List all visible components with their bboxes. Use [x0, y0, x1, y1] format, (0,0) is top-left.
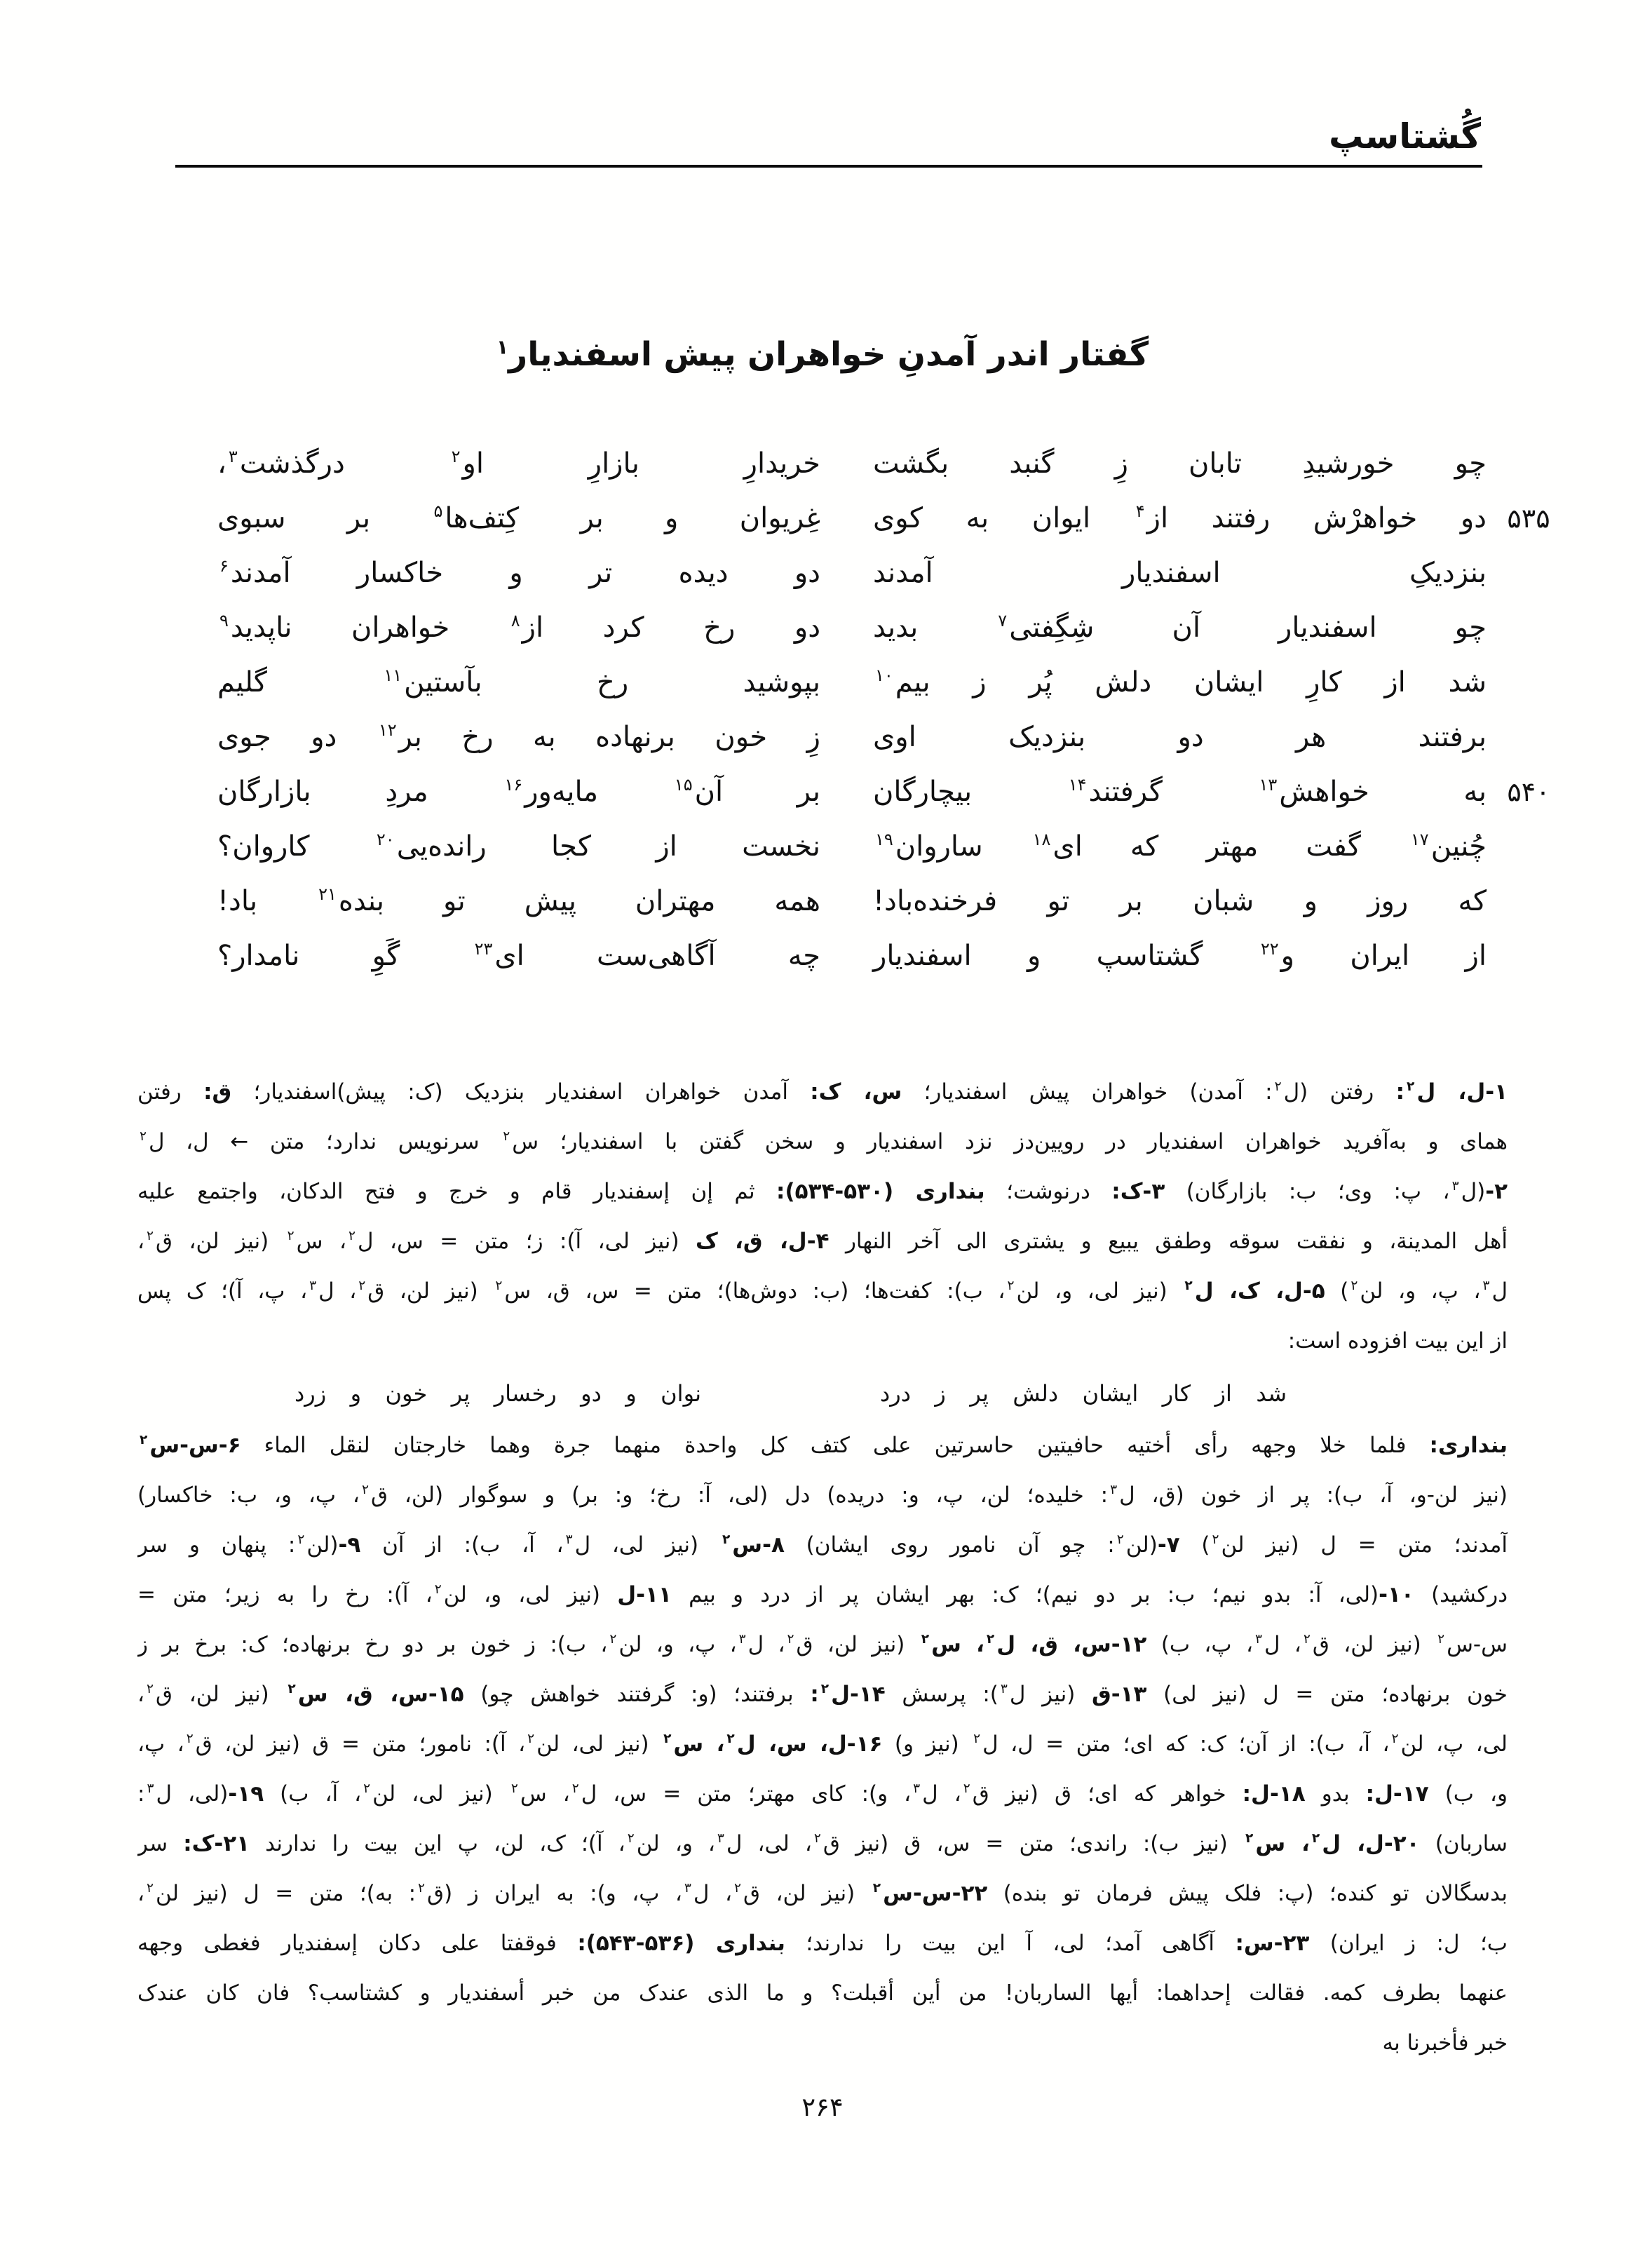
footnote-ref-number: ۲ — [921, 1632, 930, 1647]
footnote-ref-number: ۴ — [1135, 501, 1145, 522]
apparatus-bold-siglum: ۴-ل، ق، ک — [696, 1228, 830, 1254]
footnote-ref-number: ۲ — [820, 1682, 830, 1697]
apparatus-bold-siglum: ۱۱-ل — [617, 1581, 672, 1607]
hemistich-right: دو خواهرْش رفتند از$^۴$ ایوان به کوی — [873, 501, 1487, 534]
couplet-row — [217, 600, 1571, 655]
footnote-ref-number: ۹ — [219, 611, 229, 631]
apparatus-bold-siglum: ۱۵-س، ق، س$^۲$ — [285, 1682, 463, 1707]
footnote-ref-number: ۳ — [1451, 1179, 1459, 1194]
footnote-ref-number: ۲ — [140, 1433, 148, 1448]
footnote-ref-number: ۲ — [348, 1229, 356, 1244]
apparatus-line: خون برنهاده؛ متن = ل (نیز لی) ۱۳-ق (نیز ل$^۳$): پرسش ۱۴-ل$^۲$: برفتند؛ (و: گرفتند خواهش چو) ۱۵-س، ق، س$^۲$ (نیز لن، ق$^۲$، — [137, 1681, 1508, 1707]
footnote-ref-number: ۲ — [1184, 1278, 1193, 1294]
hemistich-left: دو رخ کرد از$^۸$ خواهران ناپدید$^۹$ — [217, 614, 820, 642]
footnote-ref-number: ۳ — [565, 1532, 573, 1548]
footnote-ref-number: ۲ — [495, 1278, 503, 1294]
apparatus-bold-siglum: ۵-ل، ک، ل$^۲$ — [1182, 1278, 1325, 1304]
footnote-ref-number: ۲ — [986, 1632, 995, 1647]
apparatus-line: خبر فأخبرنا به — [1382, 2030, 1508, 2056]
apparatus-line: آمدند؛ متن = ل (نیز لن$^۲$) ۷-(لن$^۲$: چو آن نامور روی ایشان) ۸-س$^۲$ (نیز لی، ل$^۳$، آ، ب): از آن ۹-(لن$^۲$: پنهان و سر — [137, 1532, 1508, 1558]
apparatus-line: از این بیت افزوده است: — [1287, 1328, 1508, 1354]
footnote-ref-number: ۳ — [738, 1632, 746, 1647]
footnote-ref-number: ۲ — [627, 1831, 635, 1847]
couplet-row — [217, 929, 1571, 983]
inserted-verse-left: نوان و دو رخسار پر خون و زرد — [295, 1379, 701, 1407]
couplet-row — [217, 491, 1571, 546]
apparatus-bold-siglum: ۳-ک: — [1111, 1178, 1165, 1204]
footnote-ref-number: ۲ — [1212, 1532, 1219, 1548]
footnote-ref-number: ۲۰ — [376, 830, 395, 850]
apparatus-bold-siglum: بنداری (۵۳۰-۵۳۴): — [776, 1178, 985, 1204]
page-number: ۲۶۴ — [801, 2091, 844, 2122]
footnote-ref-number: ۳ — [684, 1881, 691, 1896]
footnote-ref-number: ۲ — [663, 1732, 672, 1747]
footnote-ref-number: ۲ — [813, 1831, 821, 1847]
apparatus-bold-siglum: بنداری (۵۳۶-۵۴۳): — [577, 1930, 785, 1956]
apparatus-line: ب؛ ل: ز ایران) ۲۳-س: آگاهی آمد؛ لی، آ این بیت را ندارند؛ بنداری (۵۳۶-۵۴۳): فوقفتا علی دکان إسفندیار فغطی وجهه — [137, 1930, 1508, 1956]
title-footnote-ref: ۱ — [496, 335, 509, 359]
couplet-row — [217, 436, 1571, 491]
footnote-ref-number: ۱۰ — [875, 666, 893, 686]
hemistich-left: بپوشید رخ بآستین$^{۱۱}$ گلیم — [217, 666, 820, 698]
hemistich-right: که روز و شبان بر تو فرخنده‌باد! — [873, 884, 1487, 917]
apparatus-bold-siglum: ۲۰-ل، ل$^۲$، س$^۲$ — [1243, 1831, 1420, 1856]
footnote-ref-number: ۲ — [963, 1781, 970, 1797]
footnote-ref-number: ۵ — [433, 501, 443, 522]
footnote-ref-number: ۲ — [1007, 1278, 1015, 1294]
footnote-ref-number: ۱۶ — [504, 775, 523, 795]
footnote-ref-number: ۲ — [147, 1881, 154, 1896]
footnote-ref-number: ۲ — [1407, 1079, 1415, 1095]
hemistich-left: دو دیده تر و خاکسار آمدند$^۶$ — [217, 559, 820, 587]
hemistich-right: بنزدیکِ اسفندیار آمدند — [873, 556, 1487, 589]
apparatus-bold-siglum: ۲- — [1485, 1178, 1508, 1204]
footnote-ref-number: ۲ — [1391, 1732, 1399, 1747]
hemistich-right: از ایران و$^{۲۲}$ گشتاسپ و اسفندیار — [873, 939, 1487, 972]
footnote-ref-number: ۲ — [503, 1129, 510, 1145]
footnote-ref-number: ۲ — [451, 447, 461, 467]
hemistich-left: همه مهتران پیش تو بنده$^{۲۱}$ باد! — [217, 884, 820, 917]
apparatus-bold-siglum: ۱۲-س، ق، ل$^۲$، س$^۲$ — [919, 1632, 1147, 1657]
footnote-ref-number: ۱۴ — [1068, 775, 1087, 795]
footnote-ref-number: ۲ — [147, 1682, 154, 1697]
footnote-ref-number: ۲ — [361, 1483, 369, 1498]
footnote-ref-number: ۲ — [287, 1229, 295, 1244]
footnote-ref-number: ۱۵ — [674, 775, 693, 795]
apparatus-line: ل$^۳$، پ، و، لن$^۲$) ۵-ل، ک، ل$^۲$ (نیز لی، و، لن$^۲$، ب): کفت‌ها؛ (ب: دوش‌ها)؛ متن = س، ق، س$^۲$ (نیز لن، ق$^۲$، ل$^۳$، پ، آ)؛ ک پس — [137, 1278, 1508, 1304]
footnote-ref-number: ۲ — [722, 1532, 731, 1548]
footnote-ref-number: ۳ — [309, 1278, 317, 1294]
apparatus-bold-siglum: ۱۸-ل: — [1242, 1781, 1306, 1807]
apparatus-line: ۲-(ل$^۳$، پ: وی؛ ب: بازارگان) ۳-ک: درنوشت؛ بنداری (۵۳۰-۵۳۴): ثم إن إسفندیار قام و خرج و فتح الدکان، واجتمع علیه — [137, 1178, 1508, 1204]
apparatus-bold-siglum: ۱-ل، ل$^۲$: — [1395, 1079, 1508, 1105]
apparatus-bold-siglum: ۷- — [1157, 1532, 1180, 1558]
verse-number: ۵۳۵ — [1507, 502, 1550, 534]
footnote-ref-number: ۲ — [1274, 1079, 1282, 1095]
hemistich-right: چو اسفندیار آن شِگِفتی$^۷$ بدید — [873, 611, 1487, 644]
hemistich-left: نخست از کجا رانده‌یی$^{۲۰}$ کاروان؟ — [217, 830, 821, 863]
footnote-ref-number: ۲ — [1245, 1831, 1254, 1847]
footnote-ref-number: ۳ — [1482, 1278, 1490, 1294]
footnote-ref-number: ۲ — [186, 1732, 194, 1747]
footnote-ref-number: ۱۹ — [875, 830, 893, 850]
apparatus-line: درکشید) ۱۰-(لی، آ: بدو نیم؛ ب: بر دو نیم)؛ ک: بهر ایشان پر از درد و بیم ۱۱-ل (نیز لی، و، لن$^۲$، آ): رخ را به زیر؛ متن = — [137, 1581, 1508, 1607]
footnote-ref-number: ۲ — [1116, 1532, 1124, 1548]
footnote-ref-number: ۲ — [1311, 1831, 1320, 1847]
footnote-ref-number: ۲ — [733, 1881, 741, 1896]
hemistich-left: بر آن$^{۱۵}$ مایه‌ور$^{۱۶}$ مردِ بازارگان — [217, 775, 820, 808]
apparatus-bold-siglum: ۲۳-س: — [1235, 1930, 1310, 1956]
apparatus-bold-siglum: ۱۰- — [1379, 1581, 1414, 1607]
apparatus-line: لی، پ، لن$^۲$، آ، ب): از آن؛ ک: که ای؛ متن = ل، ل$^۲$ (نیز و) ۱۶-ل، س، ل$^۲$، س$^۲$ (نیز لی، لن$^۲$، آ): نامور؛ متن = ق (نیز لن، ق$^۲$، پ، — [137, 1731, 1508, 1757]
footnote-ref-number: ۲ — [297, 1532, 305, 1548]
footnote-ref-number: ۳ — [1254, 1632, 1262, 1647]
apparatus-line: أهل المدینة، و نفقت سوقه وطفق یبیع و یشتری الی آخر النهار ۴-ل، ق، ک (نیز لی، آ): ز؛ متن = س، ل$^۲$، س$^۲$ (نیز لن، ق$^۲$، — [137, 1228, 1508, 1254]
apparatus-bold-siglum: س، ک: — [810, 1079, 902, 1105]
apparatus-bold-siglum: ۱۹- — [228, 1781, 264, 1807]
footnote-ref-number: ۲ — [527, 1732, 535, 1747]
footnote-ref-number: ۱۸ — [1032, 830, 1051, 850]
couplet-row — [217, 655, 1571, 710]
footnote-ref-number: ۲ — [571, 1781, 579, 1797]
footnote-ref-number: ۲ — [363, 1781, 371, 1797]
footnote-ref-number: ۸ — [510, 611, 520, 631]
footnote-ref-number: ۳ — [1000, 1682, 1008, 1697]
hemistich-left: چه آگاهی‌ست ای$^{۲۳}$ گَوِ نامدار؟ — [217, 939, 820, 972]
apparatus-bold-siglum: ۲۲-س-س$^۲$ — [871, 1881, 988, 1906]
couplet-row — [217, 819, 1571, 874]
couplet-row — [217, 874, 1571, 929]
footnote-ref-number: ۲ — [973, 1732, 981, 1747]
hemistich-right: برفتند هر دو بنزدیک اوی — [873, 720, 1487, 753]
apparatus-line: (نیز لن-و، آ، ب): پر از خون (ق، ل$^۳$: خلیده؛ لن، پ، و: دریده) دل (لی، آ: رخ؛ و: بر) و سوگوار (لن، ق$^۲$، پ، و، ب: خاکسار) — [137, 1482, 1508, 1508]
apparatus-bold-siglum: ۱۳-ق — [1092, 1681, 1147, 1707]
hemistich-right: چُنین$^{۱۷}$ گفت مهتر که ای$^{۱۸}$ ساروان$^{۱۹}$ — [873, 832, 1487, 860]
footnote-ref-number: ۲ — [358, 1278, 366, 1294]
couplet-row — [217, 546, 1571, 600]
section-title — [137, 335, 1508, 376]
apparatus-bold-siglum: ۲۱-ک: — [183, 1830, 250, 1856]
footnote-ref-number: ۳ — [1110, 1483, 1118, 1498]
footnote-ref-number: ۲ — [287, 1682, 296, 1697]
footnote-ref-number: ۲ — [1303, 1632, 1311, 1647]
apparatus-line: بدسگالان تو کنده؛ (پ: فلک پیش فرمان تو بنده) ۲۲-س-س$^۲$ (نیز لن، ق$^۲$، ل$^۳$، پ، و): به ایران ز (ق$^۲$: به)؛ متن = ل (نیز لن$^۲$، — [137, 1880, 1508, 1906]
apparatus-bold-siglum: ۹- — [338, 1532, 361, 1558]
footnote-ref-number: ۳ — [913, 1781, 921, 1797]
footnote-ref-number: ۲ — [510, 1781, 518, 1797]
poem-block — [217, 436, 1571, 983]
footnote-ref-number: ۳ — [717, 1831, 724, 1847]
couplet-row — [217, 764, 1571, 819]
running-head — [0, 0, 1645, 156]
footnote-ref-number: ۷ — [998, 611, 1008, 631]
hemistich-right: چو خورشیدِ تابان زِ گنبد بگشت — [873, 447, 1487, 480]
apparatus-line: همای و به‌آفرید خواهران اسفندیار در رویین‌دز نزد اسفندیار و سخن گفتن با اسفندیار؛ س$^۲$ سرنویس ندارد؛ متن ← ل، ل$^۲$ — [137, 1117, 1508, 1167]
footnote-ref-number: ۲ — [872, 1881, 881, 1896]
apparatus-line: ۱-ل، ل$^۲$: رفتن (ل$^۲$: آمدن) خواهران پیش اسفندیار؛ س، ک: آمدن خواهران اسفندیار بنزدیک (ک: پیش)اسفندیار؛ ق: رفتن — [137, 1079, 1508, 1105]
apparatus-line: بنداری: فلما خلا وجهه رأی أختیه حافیتین حاسرتین علی کتف کل واحدة منهما جرة وهما خارجتان لنقل الماء ۶-س-س$^۲$ — [137, 1421, 1508, 1471]
footnote-ref-number: ۲۱ — [318, 884, 337, 905]
footnote-ref-number: ۲ — [726, 1732, 735, 1747]
footnote-ref-number: ۲ — [787, 1632, 794, 1647]
header-divider-rule — [175, 165, 1482, 168]
apparatus-line: ساربان) ۲۰-ل، ل$^۲$، س$^۲$ (نیز ب): راندی؛ متن = س، ق (نیز ق$^۲$، لی، ل$^۳$، و، لن$^۲$، آ)؛ ک، لن، پ این بیت را ندارند ۲۱-ک: سر — [137, 1830, 1508, 1856]
verse-number: ۵۴۰ — [1507, 776, 1550, 807]
apparatus-bold-siglum: ۶-س-س$^۲$ — [137, 1433, 241, 1458]
apparatus-line: س-س$^۲$ (نیز لن، ق$^۲$، ل$^۳$، پ، ب) ۱۲-س، ق، ل$^۲$، س$^۲$ (نیز لن، ق$^۲$، ل$^۳$، پ، و، لن$^۲$، ب): ز خون بر دو رخ برنهاده؛ ک: برخ بر ز — [137, 1631, 1508, 1657]
footnote-ref-number: ۲۲ — [1260, 939, 1279, 959]
apparatus-bold-siglum: ۱۴-ل$^۲$: — [810, 1681, 886, 1707]
couplet-row — [217, 710, 1571, 764]
footnote-ref-number: ۲ — [418, 1881, 426, 1896]
footnote-ref-number: ۱۷ — [1410, 830, 1429, 850]
hemistich-left: غِریوان و بر کِتف‌ها$^۵$ بر سبوی — [217, 501, 820, 534]
apparatus-bold-siglum: ۱۶-ل، س، ل$^۲$، س$^۲$ — [661, 1732, 882, 1757]
footnote-ref-number: ۳ — [228, 447, 238, 467]
footnote-ref-number: ۲۳ — [474, 939, 493, 959]
apparatus-bold-siglum: ۸-س$^۲$ — [720, 1532, 785, 1558]
footnote-ref-number: ۱۱ — [384, 666, 402, 686]
apparatus-bold-siglum: ۱۷-ل: — [1365, 1781, 1429, 1807]
hemistich-left: خریدارِ بازارِ او$^۲$ درگذشت$^۳$، — [217, 447, 820, 480]
apparatus-bold-siglum: ق: — [203, 1079, 232, 1105]
apparatus-block — [137, 1067, 1508, 2068]
footnote-ref-number: ۱۳ — [1259, 775, 1278, 795]
footnote-ref-number: ۲ — [140, 1129, 147, 1145]
inserted-verse-right: شد از کار ایشان دلش پر ز درد — [880, 1379, 1287, 1407]
apparatus-line: و، ب) ۱۷-ل: بدو ۱۸-ل: خواهر که ای؛ ق (نیز ق$^۲$، ل$^۳$، و): کای مهتر؛ متن = س، ل$^۲$، س$^۲$ (نیز لی، لن$^۲$، آ، ب) ۱۹-(لی، ل$^۳$: — [137, 1781, 1508, 1807]
section-title-text: گفتار اندر آمدنِ خواهران پیش اسفندیار — [508, 335, 1149, 374]
footnote-ref-number: ۲ — [434, 1582, 442, 1598]
apparatus-bold-siglum: بنداری: — [1429, 1432, 1508, 1458]
footnote-ref-number: ۲ — [609, 1632, 617, 1647]
footnote-ref-number: ۲ — [147, 1229, 154, 1244]
hemistich-left: زِ خون برنهاده به رخ بر$^{۱۲}$ دو جوی — [217, 720, 820, 753]
footnote-ref-number: ۲ — [1350, 1278, 1358, 1294]
footnote-ref-number: ۳ — [147, 1781, 154, 1797]
apparatus-inserted-verse — [137, 1366, 1508, 1421]
hemistich-right: شد از کارِ ایشان دلش پُر ز بیم$^{۱۰}$ — [873, 668, 1487, 696]
footnote-ref-number: ۲ — [1437, 1632, 1445, 1647]
footnote-ref-number: ۱۲ — [378, 720, 397, 741]
footnote-ref-number: ۶ — [219, 556, 229, 576]
hemistich-right: به خواهش$^{۱۳}$ گرفتند$^{۱۴}$ بیچارگان — [873, 775, 1487, 808]
apparatus-line: عنهما بطرف کمه. فقالت إحداهما: أیها الساربان! من أین أقبلت؟ و ما الذی عندک من خبر أسفندیار و کشتاسب؟ فان کان عندک — [137, 1980, 1508, 2006]
running-head-text: گُشتاسپ — [1329, 116, 1481, 156]
